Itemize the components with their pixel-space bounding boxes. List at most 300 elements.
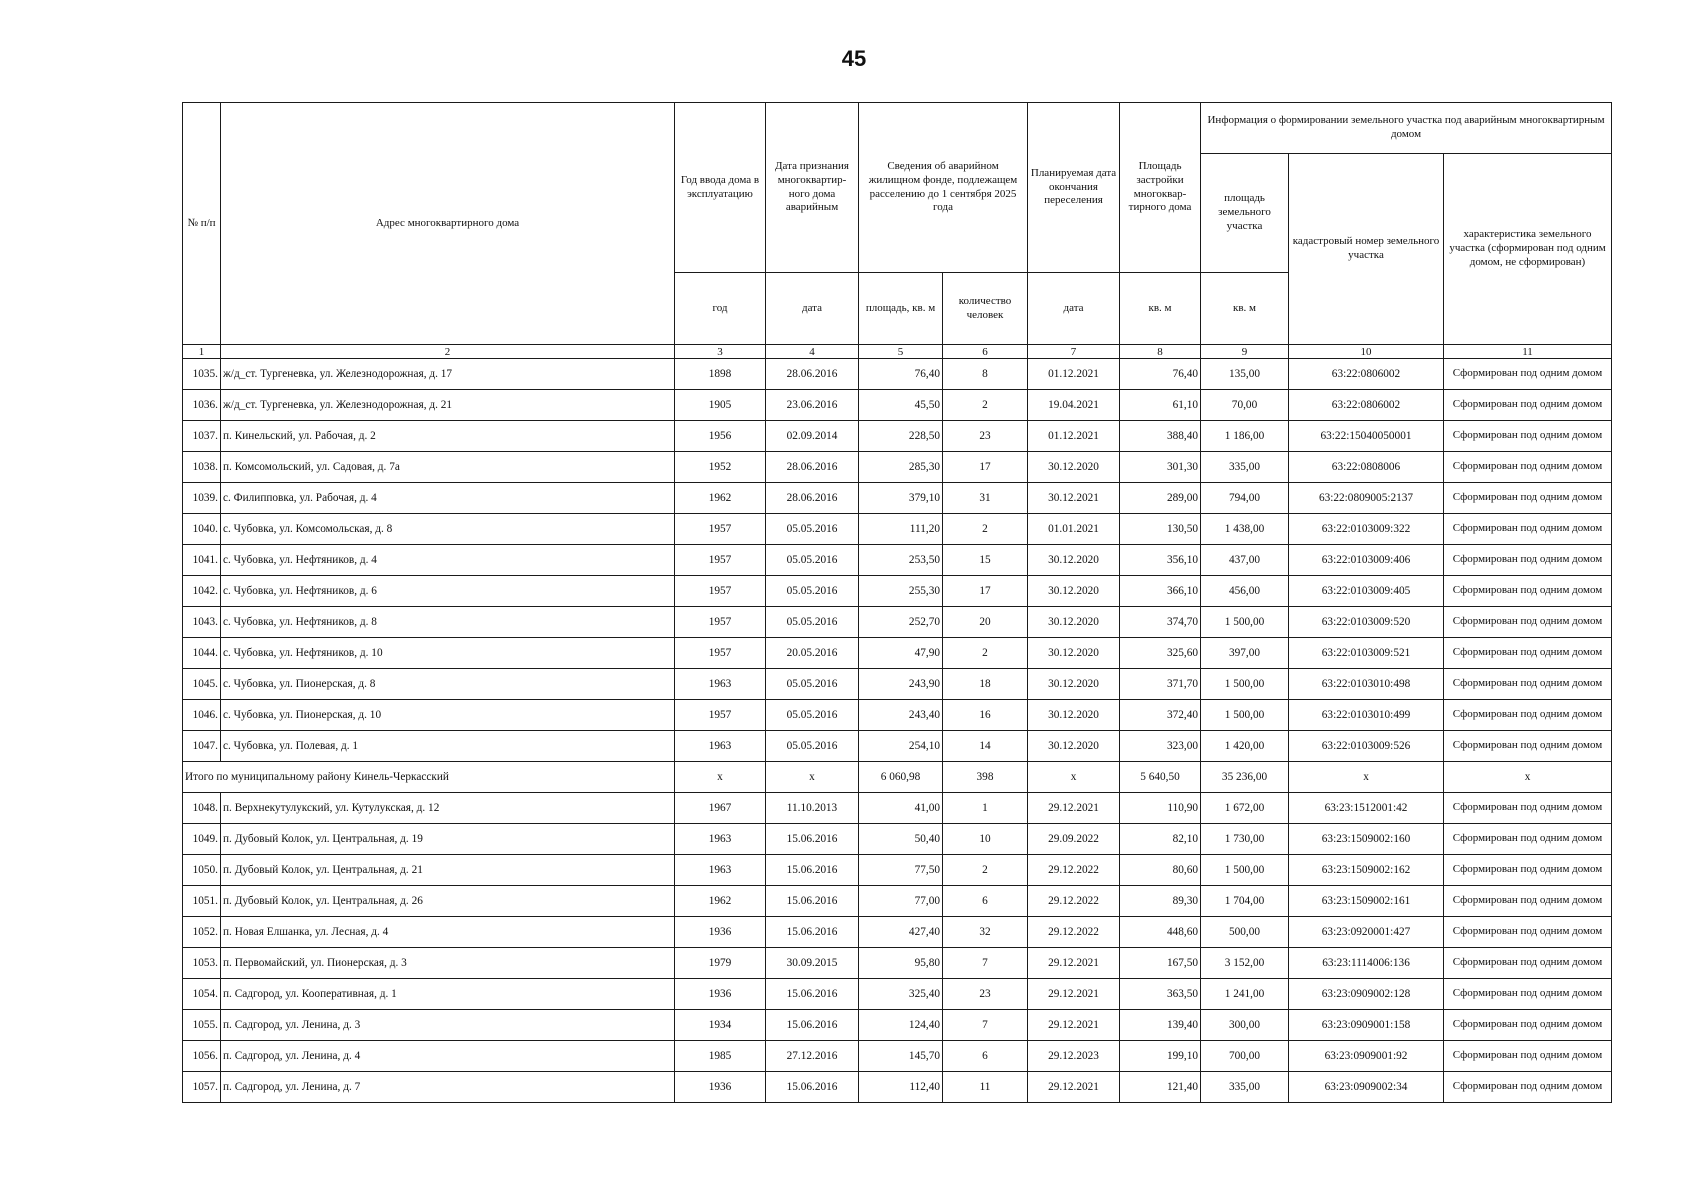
row-build-area: 61,10 xyxy=(1120,390,1201,421)
row-number: 1035. xyxy=(183,359,221,390)
row-area: 325,40 xyxy=(859,979,943,1010)
row-land-area: 3 152,00 xyxy=(1201,948,1289,979)
table-row xyxy=(183,855,1612,886)
row-year: 1957 xyxy=(675,545,766,576)
column-number: 7 xyxy=(1028,345,1120,359)
row-land-area: 135,00 xyxy=(1201,359,1289,390)
row-number: 1046. xyxy=(183,700,221,731)
header-unit-sqm2: кв. м xyxy=(1201,273,1289,345)
row-address: с. Чубовка, ул. Нефтяников, д. 4 xyxy=(221,545,675,576)
total-land-area: 35 236,00 xyxy=(1201,762,1289,793)
table-row xyxy=(183,886,1612,917)
row-year: 1963 xyxy=(675,824,766,855)
table-row xyxy=(183,793,1612,824)
header-address: Адрес многоквартирного дома xyxy=(221,103,675,345)
row-address: п. Первомайский, ул. Пионерская, д. 3 xyxy=(221,948,675,979)
row-emergency-date: 15.06.2016 xyxy=(766,824,859,855)
row-address: п. Новая Елшанка, ул. Лесная, д. 4 xyxy=(221,917,675,948)
row-planned-end: 30.12.2020 xyxy=(1028,638,1120,669)
row-year: 1936 xyxy=(675,979,766,1010)
table-row xyxy=(183,576,1612,607)
table-row xyxy=(183,1010,1612,1041)
row-land-area: 500,00 xyxy=(1201,917,1289,948)
row-number: 1037. xyxy=(183,421,221,452)
row-address: с. Чубовка, ул. Пионерская, д. 8 xyxy=(221,669,675,700)
row-emergency-date: 05.05.2016 xyxy=(766,700,859,731)
table-row xyxy=(183,979,1612,1010)
row-people: 17 xyxy=(943,452,1028,483)
row-people: 11 xyxy=(943,1072,1028,1103)
row-area: 41,00 xyxy=(859,793,943,824)
row-land-area: 1 186,00 xyxy=(1201,421,1289,452)
row-area: 50,40 xyxy=(859,824,943,855)
row-planned-end: 01.12.2021 xyxy=(1028,421,1120,452)
row-area: 77,50 xyxy=(859,855,943,886)
column-number: 4 xyxy=(766,345,859,359)
row-build-area: 325,60 xyxy=(1120,638,1201,669)
row-address: с. Филипповка, ул. Рабочая, д. 4 xyxy=(221,483,675,514)
row-area: 243,40 xyxy=(859,700,943,731)
table-row xyxy=(183,669,1612,700)
row-cadastral: 63:22:0103009:322 xyxy=(1289,514,1444,545)
table-row xyxy=(183,638,1612,669)
emergency-housing-table xyxy=(182,102,1612,1103)
row-build-area: 139,40 xyxy=(1120,1010,1201,1041)
row-planned-end: 30.12.2020 xyxy=(1028,700,1120,731)
total-year: x xyxy=(675,762,766,793)
row-area: 145,70 xyxy=(859,1041,943,1072)
row-land-char: Сформирован под одним домом xyxy=(1444,855,1612,886)
header-emergency-fund: Сведения об аварийном жилищном фонде, подлежащем расселению до 1 сентября 2025 года xyxy=(859,103,1028,273)
row-cadastral: 63:23:1114006:136 xyxy=(1289,948,1444,979)
row-land-area: 437,00 xyxy=(1201,545,1289,576)
row-cadastral: 63:23:1509002:162 xyxy=(1289,855,1444,886)
row-land-area: 1 500,00 xyxy=(1201,855,1289,886)
row-build-area: 448,60 xyxy=(1120,917,1201,948)
row-emergency-date: 05.05.2016 xyxy=(766,545,859,576)
row-area: 77,00 xyxy=(859,886,943,917)
row-planned-end: 30.12.2020 xyxy=(1028,607,1120,638)
row-area: 253,50 xyxy=(859,545,943,576)
row-emergency-date: 20.05.2016 xyxy=(766,638,859,669)
row-number: 1052. xyxy=(183,917,221,948)
total-date: x xyxy=(766,762,859,793)
column-number: 8 xyxy=(1120,345,1201,359)
table-row xyxy=(183,452,1612,483)
row-year: 1905 xyxy=(675,390,766,421)
row-address: п. Кинельский, ул. Рабочая, д. 2 xyxy=(221,421,675,452)
row-cadastral: 63:22:0103009:526 xyxy=(1289,731,1444,762)
row-area: 45,50 xyxy=(859,390,943,421)
row-people: 8 xyxy=(943,359,1028,390)
row-build-area: 199,10 xyxy=(1120,1041,1201,1072)
row-planned-end: 30.12.2020 xyxy=(1028,576,1120,607)
row-planned-end: 30.12.2020 xyxy=(1028,545,1120,576)
row-people: 6 xyxy=(943,886,1028,917)
row-year: 1957 xyxy=(675,638,766,669)
column-number: 10 xyxy=(1289,345,1444,359)
table-row xyxy=(183,917,1612,948)
row-land-area: 335,00 xyxy=(1201,1072,1289,1103)
row-land-area: 1 500,00 xyxy=(1201,700,1289,731)
row-address: п. Верхнекутулукский, ул. Кутулукская, д. 12 xyxy=(221,793,675,824)
row-land-char: Сформирован под одним домом xyxy=(1444,483,1612,514)
row-planned-end: 29.12.2021 xyxy=(1028,793,1120,824)
row-planned-end: 29.12.2021 xyxy=(1028,1010,1120,1041)
header-cadastral: кадастровый номер земельного участка xyxy=(1289,154,1444,345)
row-cadastral: 63:23:0920001:427 xyxy=(1289,917,1444,948)
row-year: 1957 xyxy=(675,607,766,638)
row-address: п. Дубовый Колок, ул. Центральная, д. 19 xyxy=(221,824,675,855)
row-build-area: 366,10 xyxy=(1120,576,1201,607)
row-address: п. Садгород, ул. Ленина, д. 7 xyxy=(221,1072,675,1103)
row-number: 1056. xyxy=(183,1041,221,1072)
row-land-char: Сформирован под одним домом xyxy=(1444,452,1612,483)
row-number: 1047. xyxy=(183,731,221,762)
row-year: 1936 xyxy=(675,1072,766,1103)
row-year: 1957 xyxy=(675,700,766,731)
row-number: 1049. xyxy=(183,824,221,855)
row-land-area: 1 420,00 xyxy=(1201,731,1289,762)
table-row xyxy=(183,607,1612,638)
row-people: 32 xyxy=(943,917,1028,948)
row-land-area: 1 438,00 xyxy=(1201,514,1289,545)
row-planned-end: 29.12.2022 xyxy=(1028,917,1120,948)
row-cadastral: 63:22:0806002 xyxy=(1289,359,1444,390)
row-cadastral: 63:23:1509002:160 xyxy=(1289,824,1444,855)
row-cadastral: 63:23:1512001:42 xyxy=(1289,793,1444,824)
row-emergency-date: 05.05.2016 xyxy=(766,576,859,607)
row-land-area: 456,00 xyxy=(1201,576,1289,607)
row-number: 1042. xyxy=(183,576,221,607)
row-people: 7 xyxy=(943,1010,1028,1041)
row-cadastral: 63:22:0806002 xyxy=(1289,390,1444,421)
row-land-char: Сформирован под одним домом xyxy=(1444,917,1612,948)
row-year: 1957 xyxy=(675,576,766,607)
row-emergency-date: 05.05.2016 xyxy=(766,731,859,762)
row-planned-end: 30.12.2021 xyxy=(1028,483,1120,514)
row-build-area: 82,10 xyxy=(1120,824,1201,855)
row-land-area: 794,00 xyxy=(1201,483,1289,514)
row-number: 1039. xyxy=(183,483,221,514)
row-cadastral: 63:22:0103010:499 xyxy=(1289,700,1444,731)
row-cadastral: 63:22:15040050001 xyxy=(1289,421,1444,452)
row-people: 14 xyxy=(943,731,1028,762)
row-land-char: Сформирован под одним домом xyxy=(1444,1072,1612,1103)
row-area: 252,70 xyxy=(859,607,943,638)
row-number: 1055. xyxy=(183,1010,221,1041)
column-number: 2 xyxy=(221,345,675,359)
row-build-area: 388,40 xyxy=(1120,421,1201,452)
row-area: 427,40 xyxy=(859,917,943,948)
total-land-char: x xyxy=(1444,762,1612,793)
total-people: 398 xyxy=(943,762,1028,793)
row-people: 1 xyxy=(943,793,1028,824)
row-cadastral: 63:23:0909002:34 xyxy=(1289,1072,1444,1103)
row-build-area: 110,90 xyxy=(1120,793,1201,824)
row-emergency-date: 15.06.2016 xyxy=(766,979,859,1010)
row-year: 1957 xyxy=(675,514,766,545)
row-land-char: Сформирован под одним домом xyxy=(1444,979,1612,1010)
row-build-area: 363,50 xyxy=(1120,979,1201,1010)
header-unit-date: дата xyxy=(766,273,859,345)
row-land-char: Сформирован под одним домом xyxy=(1444,886,1612,917)
row-planned-end: 29.12.2021 xyxy=(1028,1072,1120,1103)
row-emergency-date: 15.06.2016 xyxy=(766,1072,859,1103)
row-emergency-date: 15.06.2016 xyxy=(766,855,859,886)
row-emergency-date: 11.10.2013 xyxy=(766,793,859,824)
header-unit-people: количество человек xyxy=(943,273,1028,345)
row-planned-end: 01.01.2021 xyxy=(1028,514,1120,545)
header-unit-sqm: кв. м xyxy=(1120,273,1201,345)
row-planned-end: 19.04.2021 xyxy=(1028,390,1120,421)
header-unit-year: год xyxy=(675,273,766,345)
row-area: 76,40 xyxy=(859,359,943,390)
row-people: 2 xyxy=(943,514,1028,545)
table-row xyxy=(183,390,1612,421)
total-cadastral: x xyxy=(1289,762,1444,793)
row-year: 1963 xyxy=(675,855,766,886)
row-emergency-date: 15.06.2016 xyxy=(766,886,859,917)
table-row xyxy=(183,700,1612,731)
row-area: 124,40 xyxy=(859,1010,943,1041)
row-emergency-date: 28.06.2016 xyxy=(766,483,859,514)
row-land-char: Сформирован под одним домом xyxy=(1444,607,1612,638)
row-emergency-date: 15.06.2016 xyxy=(766,1010,859,1041)
row-people: 2 xyxy=(943,855,1028,886)
row-people: 20 xyxy=(943,607,1028,638)
row-year: 1963 xyxy=(675,669,766,700)
row-area: 243,90 xyxy=(859,669,943,700)
row-land-area: 70,00 xyxy=(1201,390,1289,421)
table-row xyxy=(183,545,1612,576)
row-year: 1934 xyxy=(675,1010,766,1041)
row-land-char: Сформирован под одним домом xyxy=(1444,514,1612,545)
header-num: № п/п xyxy=(183,103,221,345)
column-number: 3 xyxy=(675,345,766,359)
table-row xyxy=(183,1041,1612,1072)
row-people: 16 xyxy=(943,700,1028,731)
row-number: 1044. xyxy=(183,638,221,669)
row-people: 2 xyxy=(943,638,1028,669)
row-area: 95,80 xyxy=(859,948,943,979)
table-row xyxy=(183,824,1612,855)
row-cadastral: 63:22:0103009:406 xyxy=(1289,545,1444,576)
row-area: 228,50 xyxy=(859,421,943,452)
table-row xyxy=(183,1072,1612,1103)
header-land-char: характеристика земельного участка (сформирован под одним домом, не сформирован) xyxy=(1444,154,1612,345)
row-build-area: 76,40 xyxy=(1120,359,1201,390)
row-build-area: 80,60 xyxy=(1120,855,1201,886)
row-planned-end: 30.12.2020 xyxy=(1028,731,1120,762)
row-planned-end: 29.12.2021 xyxy=(1028,948,1120,979)
row-build-area: 372,40 xyxy=(1120,700,1201,731)
row-cadastral: 63:22:0808006 xyxy=(1289,452,1444,483)
row-address: п. Садгород, ул. Ленина, д. 4 xyxy=(221,1041,675,1072)
column-number: 11 xyxy=(1444,345,1612,359)
row-land-char: Сформирован под одним домом xyxy=(1444,700,1612,731)
row-people: 17 xyxy=(943,576,1028,607)
row-year: 1952 xyxy=(675,452,766,483)
row-year: 1962 xyxy=(675,886,766,917)
column-number: 9 xyxy=(1201,345,1289,359)
row-number: 1057. xyxy=(183,1072,221,1103)
row-land-char: Сформирован под одним домом xyxy=(1444,1010,1612,1041)
row-land-char: Сформирован под одним домом xyxy=(1444,390,1612,421)
row-cadastral: 63:22:0103009:521 xyxy=(1289,638,1444,669)
row-area: 112,40 xyxy=(859,1072,943,1103)
row-number: 1054. xyxy=(183,979,221,1010)
row-emergency-date: 28.06.2016 xyxy=(766,359,859,390)
row-address: п. Комсомольский, ул. Садовая, д. 7а xyxy=(221,452,675,483)
row-build-area: 167,50 xyxy=(1120,948,1201,979)
row-build-area: 289,00 xyxy=(1120,483,1201,514)
row-area: 111,20 xyxy=(859,514,943,545)
row-build-area: 121,40 xyxy=(1120,1072,1201,1103)
row-land-area: 1 730,00 xyxy=(1201,824,1289,855)
total-end: x xyxy=(1028,762,1120,793)
row-build-area: 356,10 xyxy=(1120,545,1201,576)
row-land-char: Сформирован под одним домом xyxy=(1444,638,1612,669)
row-number: 1036. xyxy=(183,390,221,421)
row-people: 2 xyxy=(943,390,1028,421)
row-year: 1985 xyxy=(675,1041,766,1072)
row-year: 1963 xyxy=(675,731,766,762)
row-year: 1979 xyxy=(675,948,766,979)
row-cadastral: 63:23:0909001:92 xyxy=(1289,1041,1444,1072)
row-build-area: 371,70 xyxy=(1120,669,1201,700)
row-number: 1038. xyxy=(183,452,221,483)
row-area: 254,10 xyxy=(859,731,943,762)
row-land-area: 335,00 xyxy=(1201,452,1289,483)
row-address: с. Чубовка, ул. Нефтяников, д. 8 xyxy=(221,607,675,638)
row-address: п. Садгород, ул. Ленина, д. 3 xyxy=(221,1010,675,1041)
row-land-area: 397,00 xyxy=(1201,638,1289,669)
table-row xyxy=(183,421,1612,452)
row-land-area: 1 672,00 xyxy=(1201,793,1289,824)
row-people: 7 xyxy=(943,948,1028,979)
row-emergency-date: 23.06.2016 xyxy=(766,390,859,421)
row-address: с. Чубовка, ул. Комсомольская, д. 8 xyxy=(221,514,675,545)
row-address: с. Чубовка, ул. Полевая, д. 1 xyxy=(221,731,675,762)
row-people: 31 xyxy=(943,483,1028,514)
table-row xyxy=(183,483,1612,514)
column-number: 6 xyxy=(943,345,1028,359)
row-emergency-date: 05.05.2016 xyxy=(766,514,859,545)
row-emergency-date: 05.05.2016 xyxy=(766,669,859,700)
row-area: 255,30 xyxy=(859,576,943,607)
column-number: 1 xyxy=(183,345,221,359)
row-year: 1962 xyxy=(675,483,766,514)
row-land-char: Сформирован под одним домом xyxy=(1444,824,1612,855)
row-address: ж/д_ст. Тургеневка, ул. Железнодорожная, д. 21 xyxy=(221,390,675,421)
header-planned-end: Планируемая дата окончания переселения xyxy=(1028,103,1120,273)
row-number: 1053. xyxy=(183,948,221,979)
row-land-char: Сформирован под одним домом xyxy=(1444,731,1612,762)
row-cadastral: 63:22:0809005:2137 xyxy=(1289,483,1444,514)
row-people: 23 xyxy=(943,421,1028,452)
row-build-area: 89,30 xyxy=(1120,886,1201,917)
row-people: 18 xyxy=(943,669,1028,700)
header-unit-date2: дата xyxy=(1028,273,1120,345)
row-address: п. Дубовый Колок, ул. Центральная, д. 21 xyxy=(221,855,675,886)
header-land-area: площадь земельного участка xyxy=(1201,154,1289,273)
row-planned-end: 29.12.2022 xyxy=(1028,855,1120,886)
row-planned-end: 01.12.2021 xyxy=(1028,359,1120,390)
row-year: 1898 xyxy=(675,359,766,390)
table-row xyxy=(183,514,1612,545)
row-cadastral: 63:23:0909002:128 xyxy=(1289,979,1444,1010)
row-build-area: 323,00 xyxy=(1120,731,1201,762)
header-emergency-date: Дата признания многоквартир-ного дома аварийным xyxy=(766,103,859,273)
row-land-char: Сформирован под одним домом xyxy=(1444,1041,1612,1072)
row-cadastral: 63:22:0103010:498 xyxy=(1289,669,1444,700)
row-cadastral: 63:22:0103009:405 xyxy=(1289,576,1444,607)
row-land-char: Сформирован под одним домом xyxy=(1444,576,1612,607)
row-land-area: 300,00 xyxy=(1201,1010,1289,1041)
row-emergency-date: 05.05.2016 xyxy=(766,607,859,638)
row-emergency-date: 28.06.2016 xyxy=(766,452,859,483)
row-emergency-date: 02.09.2014 xyxy=(766,421,859,452)
row-build-area: 374,70 xyxy=(1120,607,1201,638)
row-land-char: Сформирован под одним домом xyxy=(1444,669,1612,700)
row-area: 379,10 xyxy=(859,483,943,514)
header-building-area: Площадь застройки многоквар-тирного дома xyxy=(1120,103,1201,273)
row-build-area: 130,50 xyxy=(1120,514,1201,545)
column-number: 5 xyxy=(859,345,943,359)
row-address: с. Чубовка, ул. Нефтяников, д. 10 xyxy=(221,638,675,669)
row-planned-end: 29.09.2022 xyxy=(1028,824,1120,855)
row-people: 6 xyxy=(943,1041,1028,1072)
row-number: 1040. xyxy=(183,514,221,545)
row-address: с. Чубовка, ул. Нефтяников, д. 6 xyxy=(221,576,675,607)
table-row xyxy=(183,948,1612,979)
row-address: с. Чубовка, ул. Пионерская, д. 10 xyxy=(221,700,675,731)
row-land-area: 700,00 xyxy=(1201,1041,1289,1072)
row-land-char: Сформирован под одним домом xyxy=(1444,793,1612,824)
header-year-built: Год ввода дома в эксплуатацию xyxy=(675,103,766,273)
row-planned-end: 30.12.2020 xyxy=(1028,452,1120,483)
row-year: 1956 xyxy=(675,421,766,452)
total-row xyxy=(183,762,1612,793)
row-number: 1048. xyxy=(183,793,221,824)
row-year: 1936 xyxy=(675,917,766,948)
row-planned-end: 29.12.2022 xyxy=(1028,886,1120,917)
row-area: 285,30 xyxy=(859,452,943,483)
row-people: 10 xyxy=(943,824,1028,855)
row-number: 1045. xyxy=(183,669,221,700)
row-address: п. Дубовый Колок, ул. Центральная, д. 26 xyxy=(221,886,675,917)
row-people: 15 xyxy=(943,545,1028,576)
row-planned-end: 30.12.2020 xyxy=(1028,669,1120,700)
total-build-area: 5 640,50 xyxy=(1120,762,1201,793)
row-number: 1051. xyxy=(183,886,221,917)
row-planned-end: 29.12.2023 xyxy=(1028,1041,1120,1072)
row-emergency-date: 27.12.2016 xyxy=(766,1041,859,1072)
row-cadastral: 63:22:0103009:520 xyxy=(1289,607,1444,638)
row-land-char: Сформирован под одним домом xyxy=(1444,421,1612,452)
row-number: 1050. xyxy=(183,855,221,886)
row-land-area: 1 241,00 xyxy=(1201,979,1289,1010)
row-land-char: Сформирован под одним домом xyxy=(1444,948,1612,979)
row-address: п. Садгород, ул. Кооперативная, д. 1 xyxy=(221,979,675,1010)
row-land-area: 1 500,00 xyxy=(1201,607,1289,638)
total-label: Итого по муниципальному району Кинель-Черкасский xyxy=(183,762,675,793)
row-build-area: 301,30 xyxy=(1120,452,1201,483)
row-land-area: 1 704,00 xyxy=(1201,886,1289,917)
row-number: 1041. xyxy=(183,545,221,576)
row-address: ж/д_ст. Тургеневка, ул. Железнодорожная, д. 17 xyxy=(221,359,675,390)
